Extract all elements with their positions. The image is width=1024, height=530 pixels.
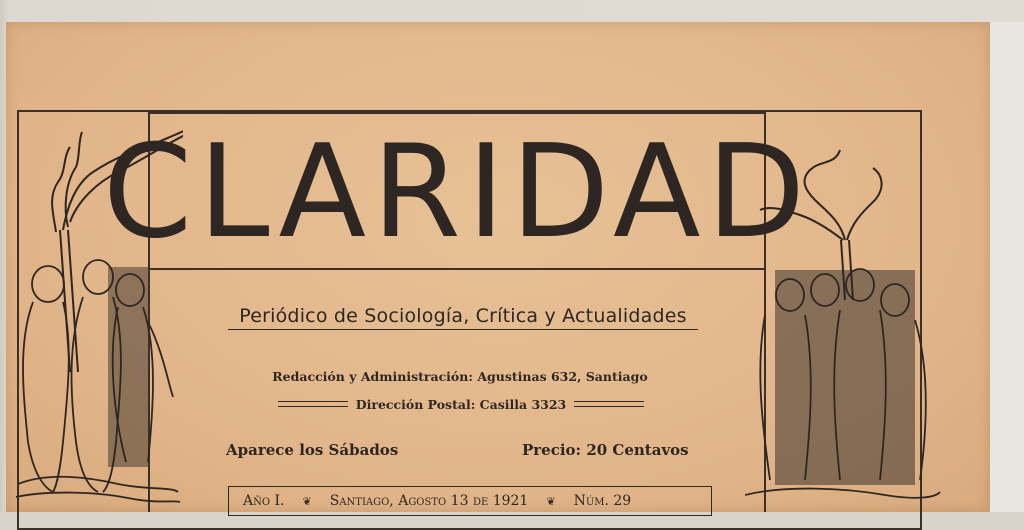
editorial-address: Redacción y Administración: Agustinas 632, Santiago bbox=[272, 369, 648, 384]
price: Precio: 20 Centavos bbox=[522, 441, 689, 459]
newspaper-title: CLARIDAD bbox=[102, 118, 812, 267]
left-torch-figures-illustration bbox=[8, 112, 183, 512]
ornament-icon: ❦ bbox=[302, 494, 312, 508]
volume-year: Año I. bbox=[243, 493, 285, 509]
scan-edge bbox=[990, 22, 1024, 512]
left-double-rule bbox=[278, 401, 348, 407]
place-date: Santiago, Agosto 13 de 1921 bbox=[329, 493, 529, 509]
right-torch-figures-illustration bbox=[745, 140, 945, 512]
postal-address-row bbox=[278, 396, 644, 412]
right-double-rule bbox=[574, 401, 644, 407]
postal-address: Dirección Postal: Casilla 3323 bbox=[355, 396, 567, 412]
issue-number: Núm. 29 bbox=[573, 493, 632, 509]
ornament-icon: ❦ bbox=[546, 494, 556, 508]
publication-schedule: Aparece los Sábados bbox=[226, 441, 399, 459]
newspaper-subtitle: Periódico de Sociología, Crítica y Actualidades bbox=[228, 305, 698, 330]
